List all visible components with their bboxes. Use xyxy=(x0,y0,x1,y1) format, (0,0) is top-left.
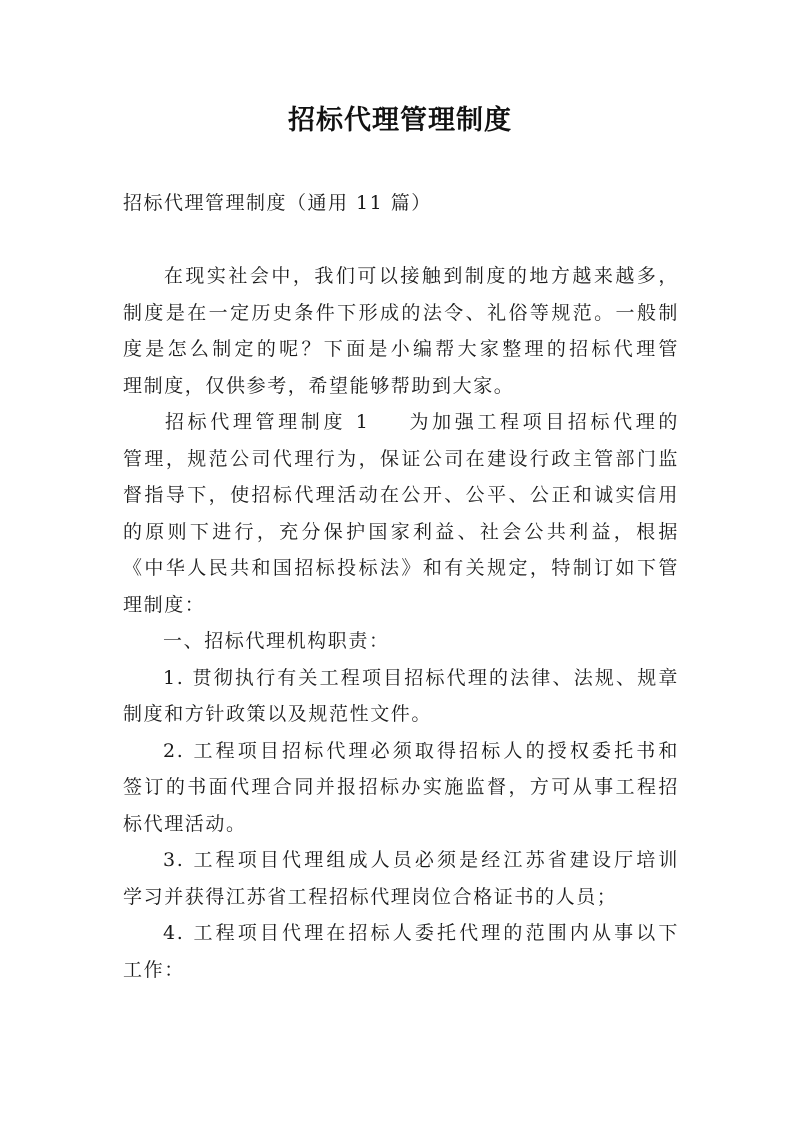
document-subtitle: 招标代理管理制度（通用 11 篇） xyxy=(123,192,432,214)
text-line: 制度和方针政策以及规范性文件。 xyxy=(123,703,433,725)
intro-paragraph xyxy=(123,258,679,404)
text-line xyxy=(123,404,679,441)
text-line xyxy=(123,258,679,295)
text-line: 的原则下进行，充分保护国家利益、社会公共利益，根据 xyxy=(123,520,679,543)
text-span: 一、招标代理机构职责： xyxy=(163,630,390,652)
text-line xyxy=(123,842,679,879)
text-line: 管理，规范公司代理行为，保证公司在建设行政主管部门监 xyxy=(123,447,679,470)
text-line: 《中华人民共和国招标投标法》和有关规定，特制订如下管 xyxy=(123,557,679,579)
list-item-4 xyxy=(123,915,679,988)
text-span: 1. 贯彻执行有关工程项目招标代理的法律、法规、规章 xyxy=(163,666,679,689)
text-span: 3. 工程项目代理组成人员必须是经江苏省建设厅培训 xyxy=(163,849,679,871)
text-span: 2. 工程项目招标代理必须取得招标人的授权委托书和 xyxy=(163,739,679,762)
text-line: 督指导下，使招标代理活动在公开、公平、公正和诚实信用 xyxy=(123,484,679,506)
text-line: 签订的书面代理合同并报招标办实施监督，方可从事工程招 xyxy=(123,776,679,798)
text-line xyxy=(123,915,679,952)
text-line xyxy=(123,733,679,770)
list-item-2 xyxy=(123,733,679,843)
text-line: 理制度，仅供参考，希望能够帮助到大家。 xyxy=(123,374,515,397)
text-line: 学习并获得江苏省工程招标代理岗位合格证书的人员； xyxy=(123,885,618,908)
text-line: 理制度： xyxy=(123,593,206,616)
text-line: 工作： xyxy=(123,958,185,981)
text-span: 在现实社会中，我们可以接触到制度的地方越来越多， xyxy=(163,265,679,287)
text-line: 制度是在一定历史条件下形成的法令、礼俗等规范。一般制 xyxy=(123,301,679,324)
part-1-heading xyxy=(123,623,679,660)
section-1-heading: 招标代理管理制度 1 xyxy=(163,411,370,433)
text-line xyxy=(123,660,679,697)
section-1-paragraph xyxy=(123,404,679,623)
text-span: 4. 工程项目代理在招标人委托代理的范围内从事以下 xyxy=(163,922,679,944)
text-line: 标代理活动。 xyxy=(123,812,247,835)
text-line: 度是怎么制定的呢？下面是小编帮大家整理的招标代理管 xyxy=(123,338,679,360)
list-item-3 xyxy=(123,842,679,915)
document-body xyxy=(123,258,679,988)
text-span: 为加强工程项目招标代理的 xyxy=(407,411,679,433)
list-item-1 xyxy=(123,660,679,733)
document-title: 招标代理管理制度 xyxy=(288,105,512,136)
